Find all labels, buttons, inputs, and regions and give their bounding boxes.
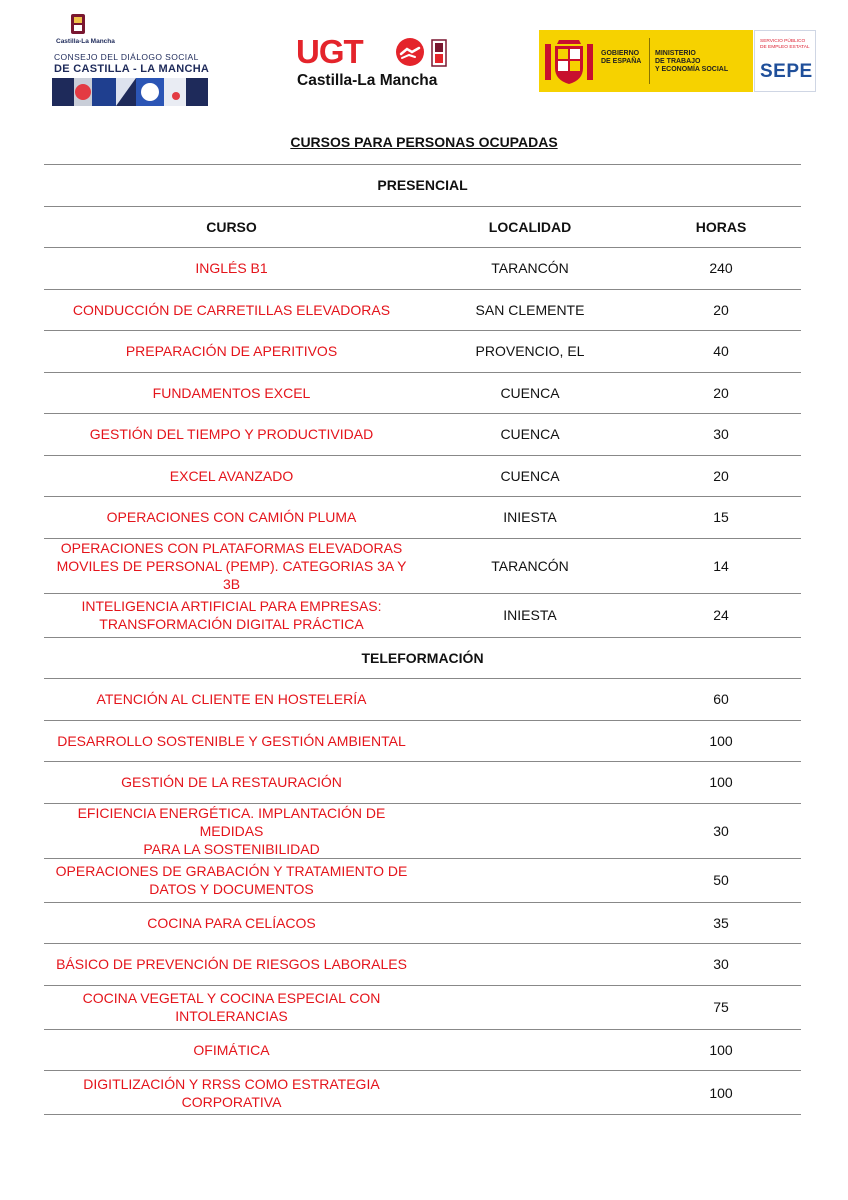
course-name-line: CORPORATIVA <box>181 1093 282 1110</box>
course-row <box>44 455 801 497</box>
clm-dialogo-social-logo <box>52 10 212 96</box>
spain-coat-of-arms-icon <box>543 34 595 88</box>
course-row <box>44 902 801 944</box>
clm-council-line1: CONSEJO DEL DIÁLOGO SOCIAL <box>54 52 199 62</box>
course-location <box>419 679 641 721</box>
course-location <box>419 803 641 858</box>
course-location <box>419 944 641 986</box>
sepe-service-line2: DE EMPLEO ESTATAL <box>760 45 810 50</box>
course-name <box>44 1029 419 1071</box>
course-name-line: GESTIÓN DEL TIEMPO Y PRODUCTIVIDAD <box>89 426 374 443</box>
course-name <box>44 593 419 637</box>
ugt-region-label: Castilla-La Mancha <box>297 72 438 89</box>
course-name <box>44 985 419 1029</box>
course-name <box>44 944 419 986</box>
course-row <box>44 289 801 331</box>
clm-decorative-strip <box>52 78 208 106</box>
course-name <box>44 414 419 456</box>
sepe-service-line1: SERVICIO PÚBLICO <box>760 39 806 44</box>
course-location: CUENCA <box>419 414 641 456</box>
course-name <box>44 331 419 373</box>
clm-region-name: Castilla-La Mancha <box>56 38 115 45</box>
course-location <box>419 1071 641 1115</box>
course-row <box>44 593 801 637</box>
course-name-line: MOVILES DE PERSONAL (PEMP). CATEGORIAS 3A Y 3B <box>56 557 407 592</box>
course-name <box>44 803 419 858</box>
course-name <box>44 720 419 762</box>
section-title: PRESENCIAL <box>44 165 801 207</box>
course-hours: 20 <box>641 372 801 414</box>
sepe-service-label <box>760 39 814 51</box>
course-name-line: EXCEL AVANZADO <box>169 467 294 484</box>
course-name-line: DESARROLLO SOSTENIBLE Y GESTIÓN AMBIENTAL <box>57 732 406 749</box>
clm-emblem-icon <box>70 12 86 36</box>
course-row <box>44 803 801 858</box>
course-name-line: OPERACIONES DE GRABACIÓN Y TRATAMIENTO DE <box>55 863 408 879</box>
course-hours: 24 <box>641 593 801 637</box>
course-location: TARANCÓN <box>419 538 641 593</box>
course-hours: 30 <box>641 414 801 456</box>
course-row <box>44 248 801 290</box>
sepe-wordmark: SEPE <box>760 61 813 82</box>
ministerio-label <box>655 50 728 74</box>
course-name-line: BÁSICO DE PREVENCIÓN DE RIESGOS LABORALES <box>56 956 407 973</box>
course-hours: 75 <box>641 985 801 1029</box>
course-name-line: CONDUCCIÓN DE CARRETILLAS ELEVADORAS <box>72 301 391 318</box>
course-name <box>44 679 419 721</box>
gov-divider <box>649 38 650 84</box>
course-name <box>44 858 419 902</box>
course-name-line: TRANSFORMACIÓN DIGITAL PRÁCTICA <box>99 616 364 632</box>
ministerio-line3: Y ECONOMÍA SOCIAL <box>655 66 729 73</box>
course-location <box>419 985 641 1029</box>
course-hours: 20 <box>641 289 801 331</box>
course-name-line: GESTIÓN DE LA RESTAURACIÓN <box>121 774 342 791</box>
course-name <box>44 1071 419 1115</box>
course-row <box>44 1071 801 1115</box>
course-hours: 100 <box>641 762 801 804</box>
course-name <box>44 289 419 331</box>
ministerio-line1: MINISTERIO <box>655 50 696 57</box>
course-location <box>419 720 641 762</box>
course-name <box>44 902 419 944</box>
course-location: CUENCA <box>419 455 641 497</box>
course-hours: 100 <box>641 1071 801 1115</box>
course-location <box>419 762 641 804</box>
course-name-line: DATOS Y DOCUMENTOS <box>149 881 314 897</box>
course-row <box>44 944 801 986</box>
course-hours: 14 <box>641 538 801 593</box>
course-name-line: INTELIGENCIA ARTIFICIAL PARA EMPRESAS: <box>81 598 382 614</box>
course-name <box>44 455 419 497</box>
section-title: TELEFORMACIÓN <box>44 637 801 679</box>
ministerio-line2: DE TRABAJO <box>655 58 701 65</box>
course-location <box>419 858 641 902</box>
course-name <box>44 538 419 593</box>
course-name-line: ATENCIÓN AL CLIENTE EN HOSTELERÍA <box>96 691 367 708</box>
course-name-line: OPERACIONES CON PLATAFORMAS ELEVADORAS <box>60 539 403 556</box>
gobierno-line2: DE ESPAÑA <box>601 58 642 65</box>
course-hours: 30 <box>641 803 801 858</box>
course-row <box>44 414 801 456</box>
clm-council-line2: DE CASTILLA - LA MANCHA <box>54 63 210 75</box>
course-name-line: INGLÉS B1 <box>195 260 268 277</box>
course-row <box>44 679 801 721</box>
column-header-hours: HORAS <box>641 206 801 248</box>
section-row <box>44 165 801 207</box>
sepe-logo <box>754 30 816 92</box>
course-hours: 20 <box>641 455 801 497</box>
course-name-line: OPERACIONES CON CAMIÓN PLUMA <box>106 509 357 526</box>
course-row <box>44 497 801 539</box>
course-name-line: DIGITLIZACIÓN Y RRSS COMO ESTRATEGIA <box>83 1075 380 1092</box>
course-name-line: OFIMÁTICA <box>193 1041 270 1058</box>
page-title: CURSOS PARA PERSONAS OCUPADAS <box>290 134 558 150</box>
course-location: SAN CLEMENTE <box>419 289 641 331</box>
course-hours: 15 <box>641 497 801 539</box>
ugt-wordmark: UGT <box>296 33 363 70</box>
course-hours: 35 <box>641 902 801 944</box>
course-hours: 60 <box>641 679 801 721</box>
course-location: INIESTA <box>419 593 641 637</box>
course-hours: 100 <box>641 720 801 762</box>
course-hours: 100 <box>641 1029 801 1071</box>
courses-table-body <box>44 165 801 1115</box>
column-header-location: LOCALIDAD <box>419 206 641 248</box>
course-name-line: FUNDAMENTOS EXCEL <box>152 384 311 401</box>
course-name-line: COCINA PARA CELÍACOS <box>147 914 316 931</box>
course-row <box>44 331 801 373</box>
course-location: INIESTA <box>419 497 641 539</box>
course-name-line: INTOLERANCIAS <box>175 1008 288 1024</box>
course-hours: 40 <box>641 331 801 373</box>
course-row <box>44 372 801 414</box>
gobierno-de-espana-logo <box>539 30 753 92</box>
course-location: PROVENCIO, EL <box>419 331 641 373</box>
course-name <box>44 248 419 290</box>
course-hours: 240 <box>641 248 801 290</box>
course-row <box>44 538 801 593</box>
course-hours: 30 <box>641 944 801 986</box>
table-header-row <box>44 206 801 248</box>
course-hours: 50 <box>641 858 801 902</box>
course-row <box>44 762 801 804</box>
course-name <box>44 762 419 804</box>
column-header-course: CURSO <box>44 206 419 248</box>
course-row <box>44 985 801 1029</box>
course-location: TARANCÓN <box>419 248 641 290</box>
course-row <box>44 1029 801 1071</box>
handshake-icon <box>392 36 454 68</box>
section-row <box>44 637 801 679</box>
course-location <box>419 1029 641 1071</box>
course-name <box>44 372 419 414</box>
course-name <box>44 497 419 539</box>
course-name-line: EFICIENCIA ENERGÉTICA. IMPLANTACIÓN DE MEDIDAS <box>77 804 386 839</box>
course-name-line: PREPARACIÓN DE APERITIVOS <box>125 343 338 360</box>
course-location <box>419 902 641 944</box>
course-location: CUENCA <box>419 372 641 414</box>
course-name-line: PARA LA SOSTENIBILIDAD <box>143 840 320 857</box>
gobierno-line1: GOBIERNO <box>601 50 640 57</box>
course-row <box>44 720 801 762</box>
course-row <box>44 858 801 902</box>
courses-table <box>44 164 801 1115</box>
ugt-castilla-la-mancha-logo <box>296 34 466 94</box>
gobierno-label <box>601 50 641 66</box>
course-name-line: COCINA VEGETAL Y COCINA ESPECIAL CON <box>82 990 381 1006</box>
